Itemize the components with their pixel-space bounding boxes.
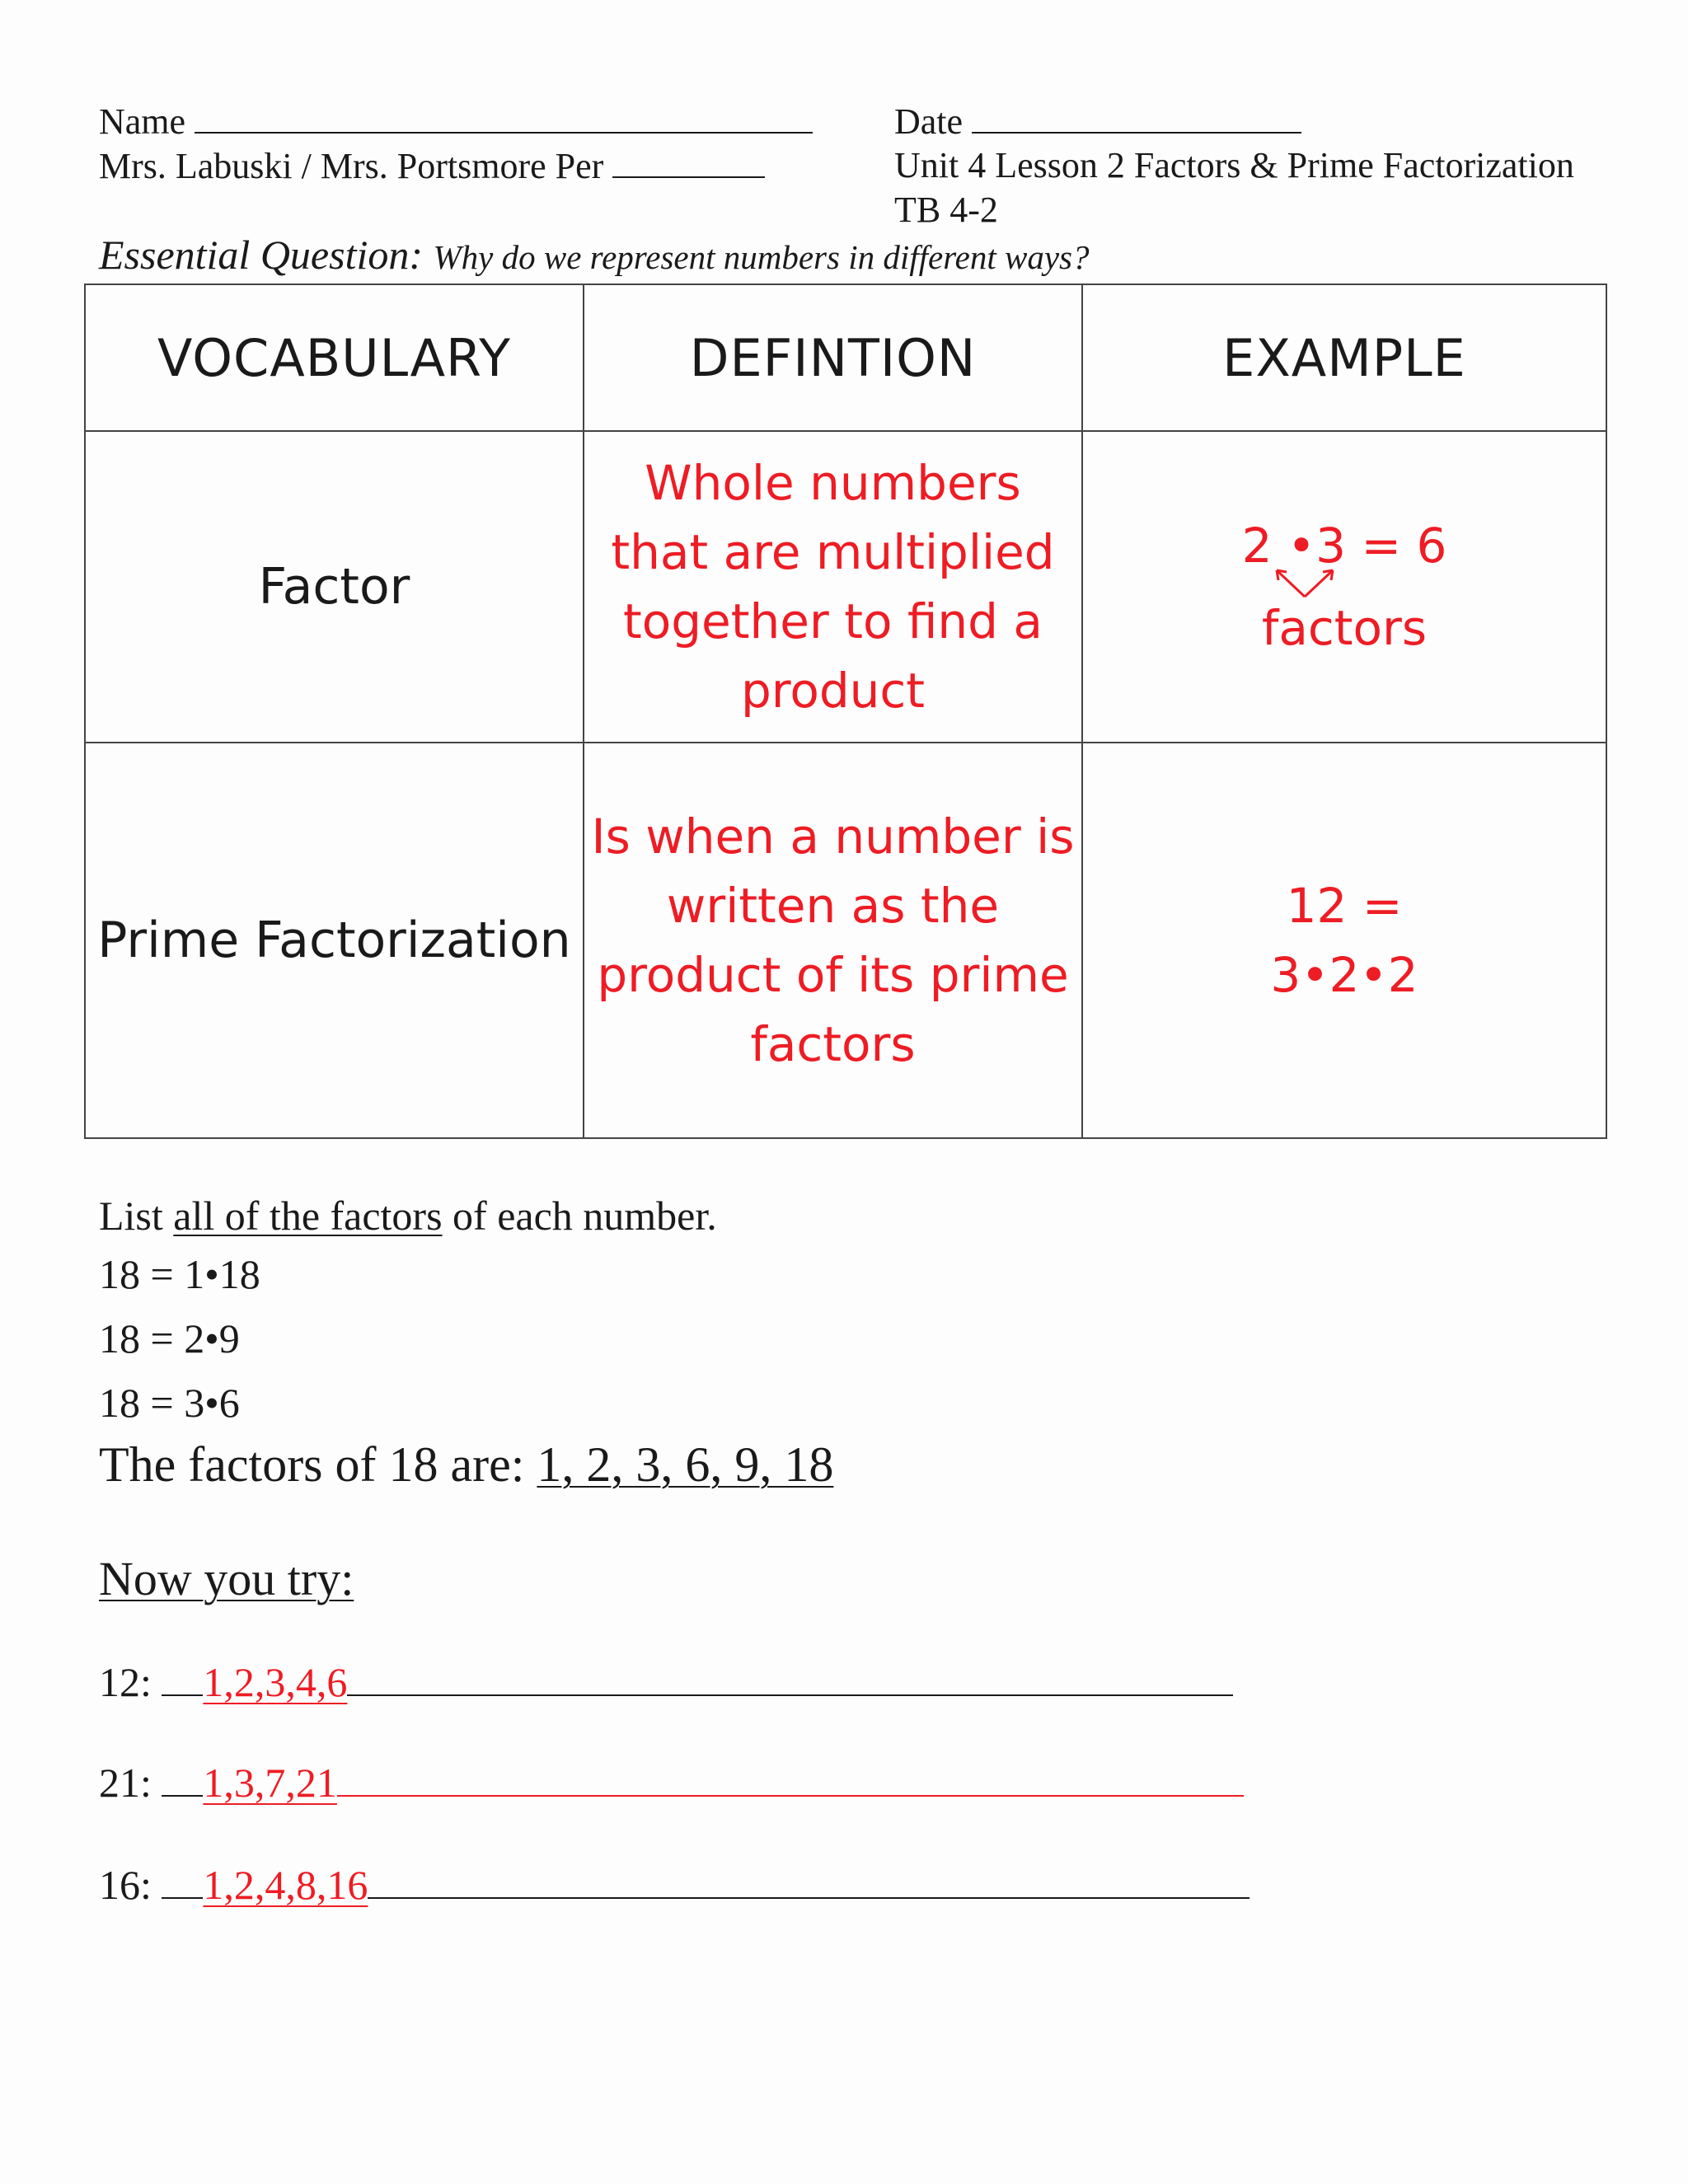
practice-answer[interactable]: 1,3,7,21 xyxy=(203,1760,337,1806)
date-label: Date xyxy=(894,101,964,142)
practice-item xyxy=(99,1859,1250,1910)
example-line: factors xyxy=(1261,600,1428,656)
table-row xyxy=(85,743,1606,1138)
lesson-title: Unit 4 Lesson 2 Factors & Prime Factorization xyxy=(894,145,1574,185)
table-row xyxy=(85,431,1606,743)
date-row xyxy=(894,99,1301,144)
name-label: Name xyxy=(99,101,186,142)
header-example: EXAMPLE xyxy=(1082,284,1606,431)
practice-number: 16: xyxy=(99,1862,152,1908)
answer-lead-line xyxy=(162,1859,203,1899)
definition-line: Whole numbers xyxy=(645,455,1021,511)
summary-answer: 1, 2, 3, 6, 9, 18 xyxy=(537,1437,834,1492)
definition-line: product of its prime xyxy=(597,947,1069,1003)
essential-question xyxy=(99,231,1090,279)
essential-question-text: Why do we represent numbers in different ways? xyxy=(433,238,1090,276)
term-factor: Factor xyxy=(85,431,584,743)
definition-factor xyxy=(584,431,1082,743)
definition-line: that are multiplied xyxy=(611,524,1055,580)
period-field[interactable] xyxy=(612,143,765,178)
summary-label: The factors of 18 are: xyxy=(99,1437,525,1492)
example-line: 3•2•2 xyxy=(1270,947,1418,1003)
name-field[interactable] xyxy=(195,99,813,134)
textbook-ref: TB 4-2 xyxy=(894,190,998,230)
header-definition: DEFINTION xyxy=(584,284,1082,431)
table-header-row xyxy=(85,284,1606,431)
name-row xyxy=(99,99,813,144)
equation-line: 18 = 3•6 xyxy=(99,1380,240,1426)
practice-answer[interactable]: 1,2,4,8,16 xyxy=(203,1862,368,1908)
definition-line: factors xyxy=(750,1016,916,1072)
practice-number: 12: xyxy=(99,1659,152,1705)
instruction-prefix: List xyxy=(99,1193,163,1239)
teacher-line: Mrs. Labuski / Mrs. Portsmore Per xyxy=(99,146,604,186)
definition-line: together to find a xyxy=(623,593,1043,649)
definition-line: Is when a number is xyxy=(591,808,1075,865)
example-factor-block xyxy=(1242,511,1447,663)
factor-arrows-icon xyxy=(1272,567,1338,600)
practice-answer[interactable]: 1,2,3,4,6 xyxy=(203,1659,348,1705)
definition-line: written as the xyxy=(666,878,1000,934)
practice-item xyxy=(99,1757,1244,1807)
example-factor xyxy=(1082,431,1606,743)
definition-line: product xyxy=(740,663,926,719)
definition-prime-factorization xyxy=(584,743,1082,1138)
example-line: 12 = xyxy=(1286,878,1403,934)
header-vocabulary: VOCABULARY xyxy=(85,284,584,431)
date-field[interactable] xyxy=(972,99,1301,134)
instruction-underlined: all of the factors xyxy=(173,1193,443,1239)
practice-number: 21: xyxy=(99,1760,152,1806)
answer-blank-line xyxy=(368,1859,1250,1899)
factors-instruction xyxy=(99,1191,717,1240)
example-line: 2 •3 = 6 xyxy=(1241,518,1447,574)
practice-item xyxy=(99,1657,1233,1707)
equation-line: 18 = 1•18 xyxy=(99,1251,260,1297)
answer-blank-line xyxy=(347,1657,1233,1696)
answer-blank-line xyxy=(337,1757,1244,1797)
answer-lead-line xyxy=(162,1657,203,1696)
example-prime-factorization xyxy=(1082,743,1606,1138)
essential-question-label: Essential Question: xyxy=(99,232,424,278)
term-prime-factorization: Prime Factorization xyxy=(85,743,584,1138)
practice-heading: Now you try: xyxy=(99,1552,354,1605)
teacher-row xyxy=(99,143,765,189)
factors-summary xyxy=(99,1436,833,1493)
answer-lead-line xyxy=(162,1757,203,1797)
equation-line: 18 = 2•9 xyxy=(99,1315,240,1361)
instruction-suffix: of each number. xyxy=(452,1193,717,1239)
vocabulary-table xyxy=(84,284,1607,1139)
